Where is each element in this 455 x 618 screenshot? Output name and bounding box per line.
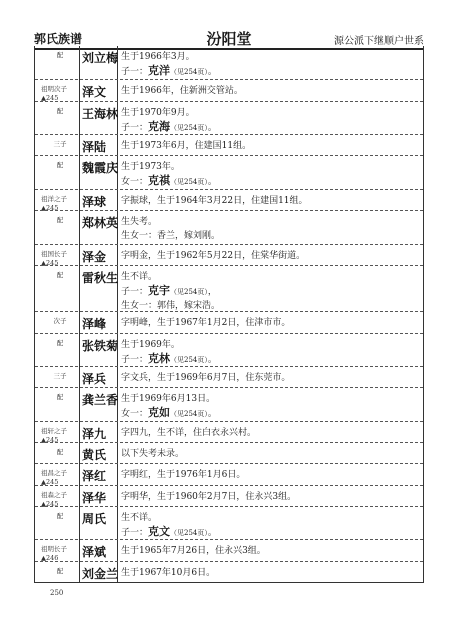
person-detail	[121, 106, 419, 135]
relation-label: 配	[56, 338, 64, 347]
detail-line	[121, 64, 419, 79]
person-name: 龚兰香	[82, 393, 119, 408]
child-name: 克如	[148, 406, 171, 420]
table-row	[35, 244, 423, 266]
person-name: 张铁菊	[82, 338, 119, 353]
relation-label: 三子	[53, 140, 67, 149]
person-detail	[121, 447, 419, 461]
table-row	[35, 506, 423, 540]
relation-label: 祖森之子 ▲245	[41, 490, 67, 508]
child-name: 克洋	[148, 64, 171, 77]
detail-line: 生于1969年6月13日。	[121, 394, 216, 405]
person-name: 泽红	[82, 469, 107, 484]
person-name: 魏霞庆	[82, 161, 119, 176]
detail-line: 生于1973年。	[121, 162, 180, 173]
person-name: 泽球	[82, 194, 107, 209]
page-reference: （见254页）	[170, 410, 208, 419]
page-reference: （见254页）	[170, 178, 208, 187]
table-row	[35, 134, 423, 156]
detail-line: 生女一：香兰，嫁刘刚。	[121, 231, 221, 242]
child-name: 克宇	[148, 283, 171, 297]
punctuation: 。	[207, 67, 217, 77]
punctuation: 。	[207, 354, 217, 365]
detail-line	[121, 284, 419, 299]
relation-label: 三子	[53, 371, 67, 380]
relation-label: 次子	[53, 317, 67, 326]
table-row	[35, 387, 423, 421]
relation-label: 祖明次子 ▲245	[41, 85, 67, 103]
table-row	[35, 311, 423, 333]
child-name: 克祺	[148, 174, 171, 188]
person-name: 泽陆	[82, 140, 107, 155]
child-prefix: 子一：	[121, 286, 149, 297]
page-reference: （见254页）	[170, 287, 208, 296]
person-detail	[121, 270, 419, 313]
person-name: 泽文	[82, 85, 107, 100]
detail-line: 生于1965年7月26日，住永兴3组。	[121, 546, 266, 557]
person-name: 周氏	[82, 511, 107, 526]
table-row	[35, 46, 423, 79]
child-name: 克林	[148, 351, 171, 365]
person-detail	[121, 84, 419, 98]
page-number: 250	[50, 589, 64, 597]
person-detail	[121, 160, 419, 189]
table-row	[35, 265, 423, 312]
table-row	[35, 101, 423, 135]
person-name: 刘金兰	[82, 566, 119, 581]
detail-line: 生不详。	[121, 271, 158, 282]
detail-line: 生不详。	[121, 512, 158, 523]
detail-line: 字文兵，生于1969年6月7日，住东莞市。	[121, 372, 291, 383]
child-name: 克文	[148, 524, 171, 538]
detail-line: 生女一：郭伟，嫁宋浩。	[121, 300, 221, 311]
detail-line: 生于1966年，住新洲交管站。	[121, 86, 243, 97]
person-name: 郑林英	[82, 216, 119, 231]
page-reference: （见254页）	[170, 123, 208, 132]
page-reference: （见254页）	[170, 68, 208, 76]
detail-line: 生于1973年6月，住建国11组。	[121, 141, 252, 152]
detail-line: 生于1966年3月。	[121, 52, 195, 62]
child-prefix: 子一：	[121, 354, 149, 365]
relation-label: 配	[56, 511, 64, 520]
relation-label: 祖国长子 ▲245	[41, 249, 67, 267]
person-name: 泽金	[82, 249, 107, 264]
child-prefix: 女一：	[121, 177, 149, 188]
child-prefix: 女一：	[121, 409, 149, 420]
table-row	[35, 189, 423, 211]
relation-label: 配	[56, 566, 64, 575]
relation-label: 配	[56, 106, 64, 115]
detail-line: 生于1970年9月。	[121, 107, 195, 118]
detail-line: 字明金，生于1962年5月22日，住棠华街道。	[121, 250, 306, 261]
relation-label: 配	[56, 270, 64, 279]
child-prefix: 子一：	[121, 122, 149, 133]
table-row	[35, 561, 423, 583]
lineage-title: 源公派下继顺户世系	[334, 36, 424, 47]
person-detail	[121, 566, 419, 580]
punctuation: 。	[207, 527, 217, 538]
child-prefix: 子一：	[121, 67, 149, 77]
person-detail	[121, 50, 419, 79]
detail-line	[121, 406, 419, 421]
table-row	[35, 79, 423, 101]
relation-label: 祖明长子 ▲246	[41, 545, 67, 563]
table-row	[35, 442, 423, 464]
person-name: 泽斌	[82, 545, 107, 560]
detail-line: 字振球，生于1964年3月22日，住建国11组。	[121, 195, 308, 206]
relation-label: 配	[56, 393, 64, 402]
genealogy-table	[34, 46, 424, 583]
person-detail	[121, 392, 419, 421]
person-detail	[121, 544, 419, 558]
relation-label: 祖昌之子 ▲245	[41, 469, 67, 487]
person-detail	[121, 249, 419, 263]
person-name: 雷秋生	[82, 270, 119, 285]
child-name: 克海	[148, 119, 171, 133]
person-name: 泽华	[82, 490, 107, 505]
table-row	[35, 485, 423, 507]
punctuation: 。	[207, 177, 217, 188]
relation-label: 配	[56, 51, 64, 59]
table-row	[35, 210, 423, 244]
child-prefix: 子一：	[121, 527, 149, 538]
person-name: 泽峰	[82, 317, 107, 332]
detail-line	[121, 120, 419, 135]
detail-line	[121, 174, 419, 189]
person-detail	[121, 371, 419, 385]
person-name: 泽兵	[82, 371, 107, 386]
detail-line: 字四九，生不详，住白衣永兴村。	[121, 427, 257, 438]
person-name: 王海林	[82, 106, 119, 121]
punctuation: ，	[207, 286, 217, 297]
detail-line: 以下失考未录。	[121, 448, 185, 459]
detail-line: 生失考。	[121, 217, 158, 228]
person-detail	[121, 316, 419, 330]
detail-line	[121, 525, 419, 540]
table-row	[35, 155, 423, 189]
person-detail	[121, 511, 419, 540]
relation-label: 配	[56, 161, 64, 170]
person-detail	[121, 468, 419, 482]
detail-line: 生于1967年10月6日。	[121, 567, 216, 578]
person-detail	[121, 194, 419, 208]
person-detail	[121, 426, 419, 440]
relation-label: 配	[56, 447, 64, 456]
person-detail	[121, 338, 419, 367]
person-detail	[121, 139, 419, 153]
person-name: 黄氏	[82, 447, 107, 462]
detail-line: 字明峰，生于1967年1月2日，住津市市。	[121, 318, 291, 329]
person-detail	[121, 215, 419, 243]
detail-line: 字明红，生于1976年1月6日。	[121, 470, 246, 481]
table-row	[35, 539, 423, 561]
detail-line	[121, 352, 419, 367]
page-reference: （见254页）	[170, 355, 208, 364]
punctuation: 。	[207, 409, 217, 420]
person-name: 刘立梅	[82, 51, 119, 65]
book-title: 郭氏族谱	[34, 32, 83, 46]
table-row	[35, 333, 423, 367]
relation-label: 祖洋之子 ▲245	[41, 194, 67, 212]
table-row	[35, 463, 423, 485]
punctuation: 。	[207, 122, 217, 133]
person-name: 泽九	[82, 426, 107, 441]
relation-label: 祖轩之子 ▲245	[41, 426, 67, 444]
table-row	[35, 366, 423, 388]
detail-line: 生于1969年。	[121, 339, 180, 350]
relation-label: 配	[56, 216, 64, 225]
hall-name: 汾阳堂	[206, 30, 252, 48]
table-row	[35, 421, 423, 443]
page-reference: （见254页）	[170, 528, 208, 537]
person-detail	[121, 490, 419, 504]
detail-line: 字明华，生于1960年2月7日，住永兴3组。	[121, 491, 297, 502]
